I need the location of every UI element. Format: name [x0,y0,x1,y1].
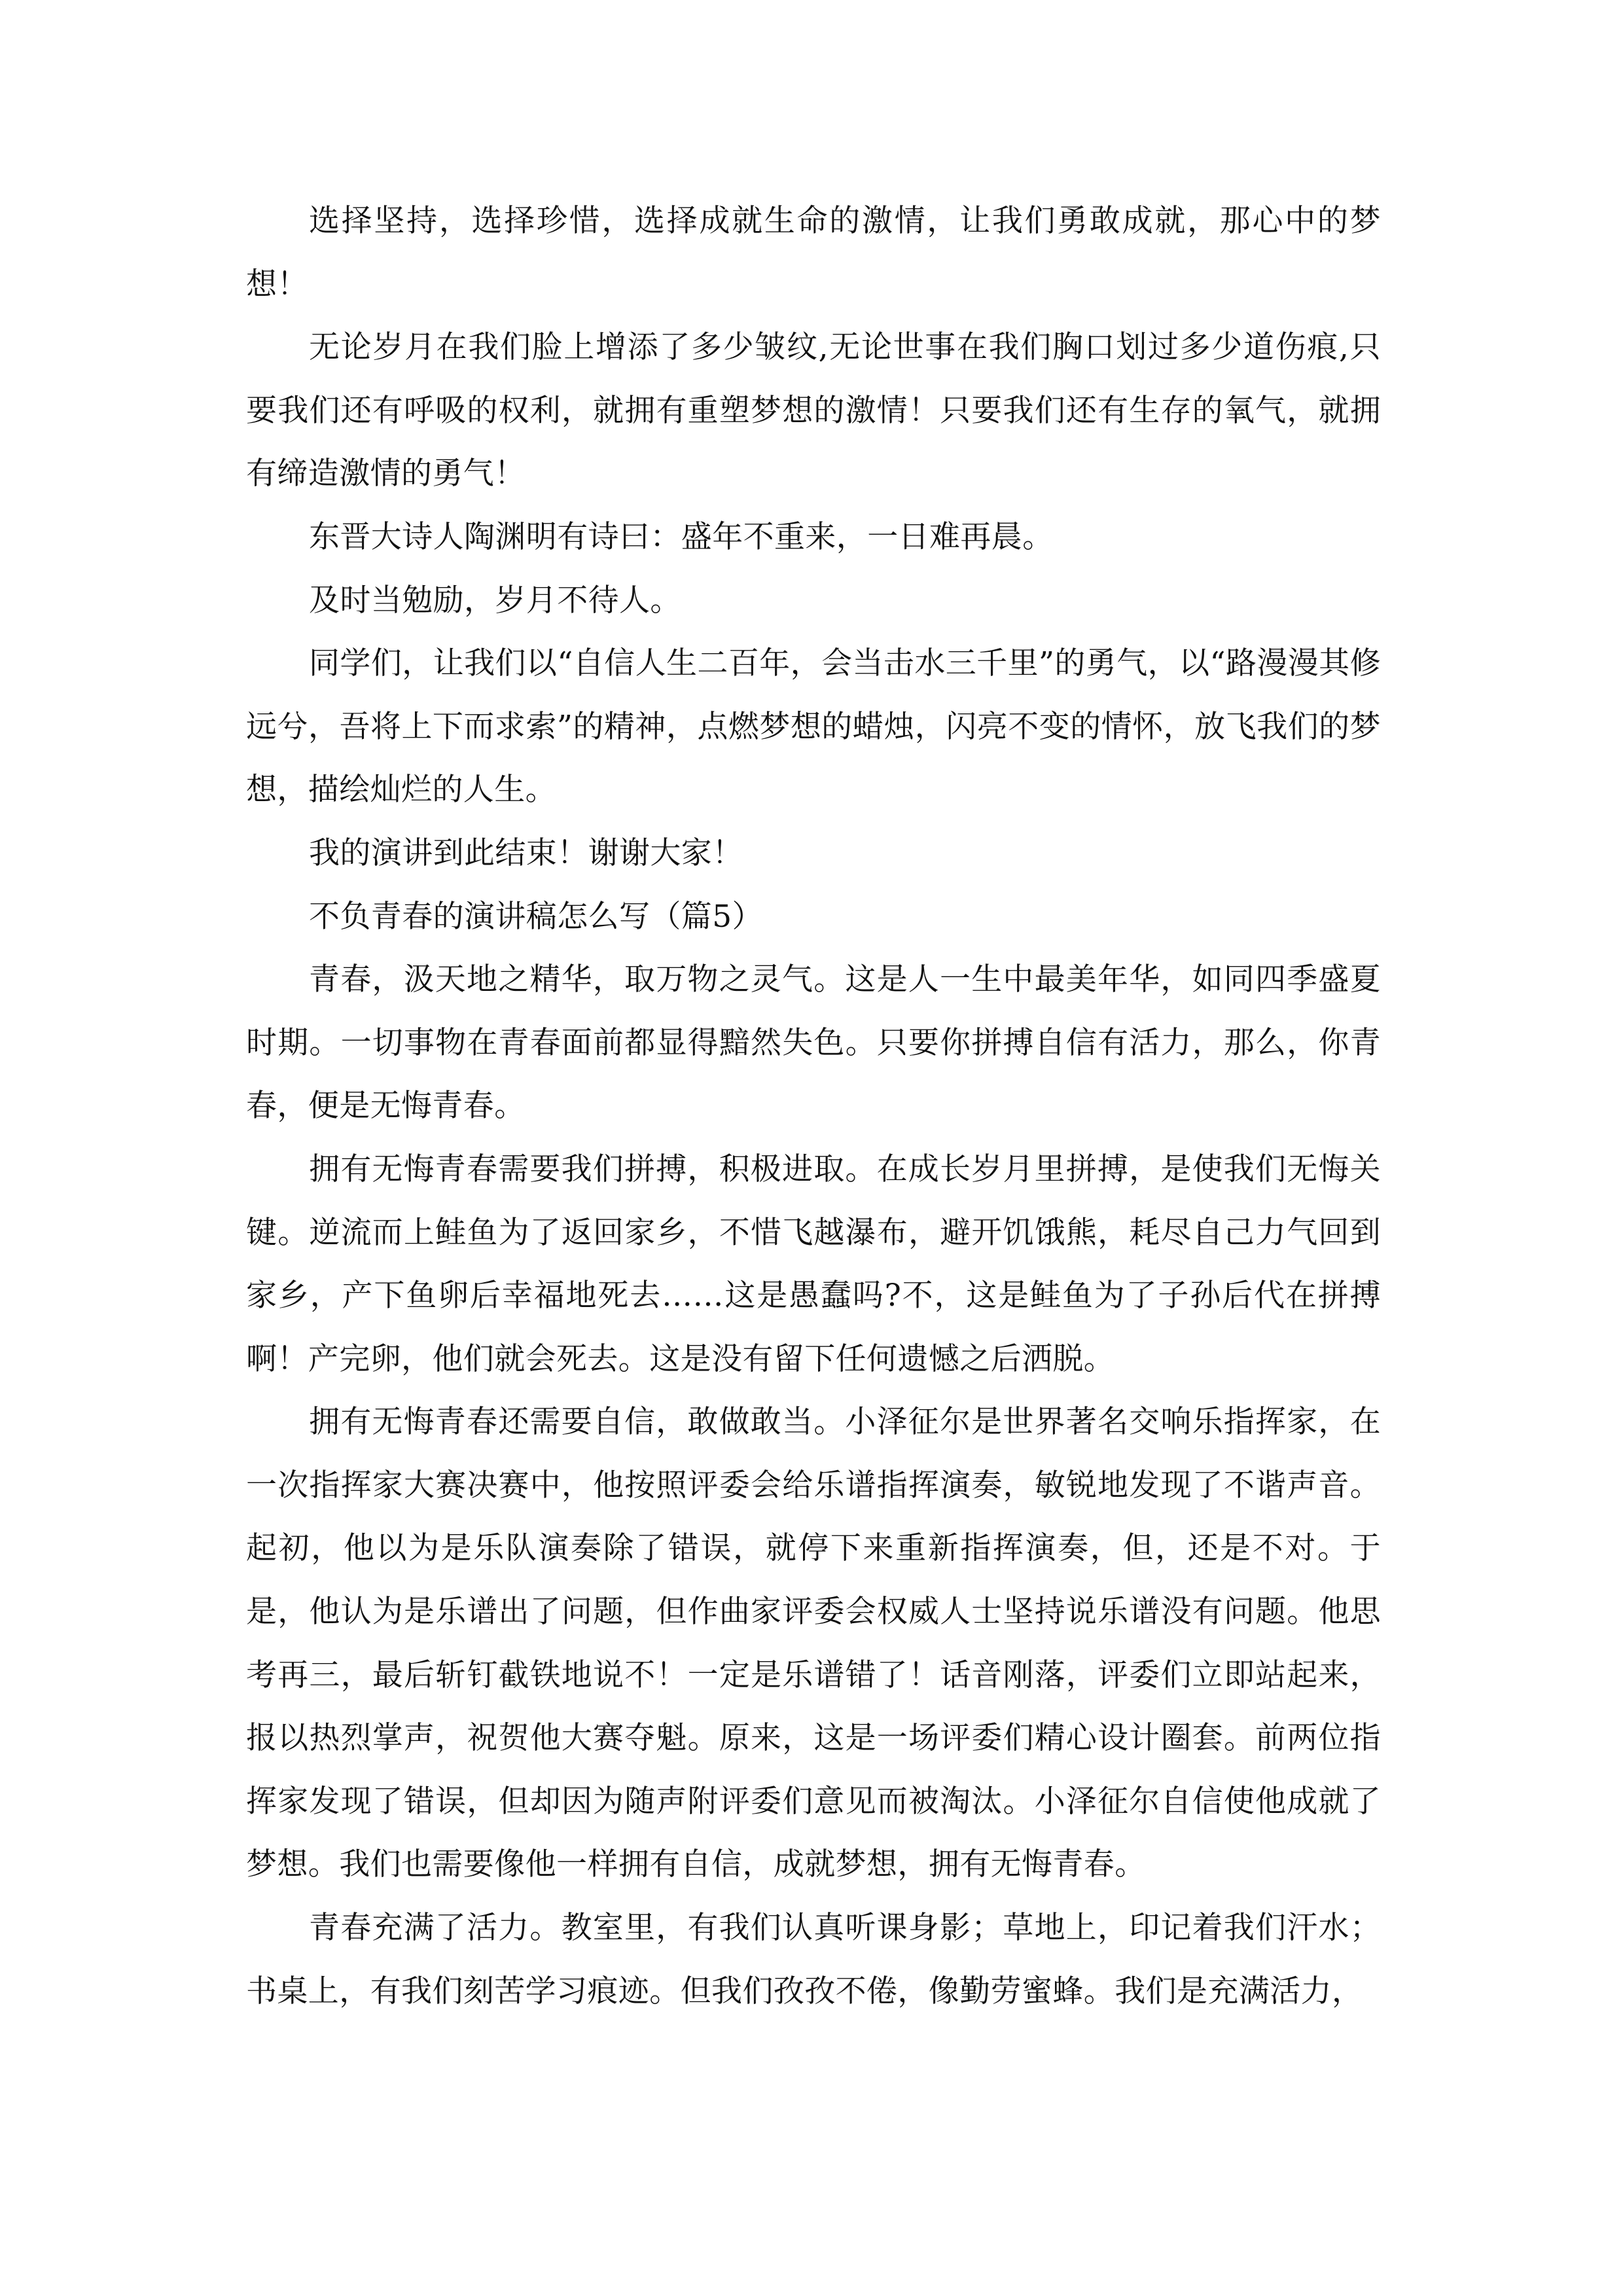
section-title: 不负青春的演讲稿怎么写（篇5） [309,898,763,935]
paragraph-closing: 我的演讲到此结束！谢谢大家！ [309,834,743,871]
paragraph-poem: 东晋大诗人陶渊明有诗曰：盛年不重来，一日难再晨。 [309,518,1054,555]
document-body [246,190,1381,2023]
paragraph-poem-line-2: 及时当勉励，岁月不待人。 [309,582,681,619]
paragraph-years: 无论岁月在我们脸上增添了多少皱纹,无论世事在我们胸口划过多少道伤痕,只要我们还有呼吸的权利，就拥有重塑梦想的激情！只要我们还有生存的氧气，就拥有缔造激情的勇气！ [246,329,1381,492]
paragraph-youth: 青春，汲天地之精华，取万物之灵气。这是人一生中最美年华，如同四季盛夏时期。一切事物在青春面前都显得黯然失色。只要你拼搏自信有活力，那么，你青春，便是无悔青春。 [246,961,1381,1124]
paragraph-persist: 选择坚持，选择珍惜，选择成就生命的激情，让我们勇敢成就，那心中的梦想！ [246,203,1381,302]
paragraph-classmates: 同学们，让我们以“自信人生二百年，会当击水三千里”的勇气，以“路漫漫其修远兮，吾将上下而求索”的精神，点燃梦想的蜡烛，闪亮不变的情怀，放飞我们的梦想，描绘灿烂的人生。 [246,645,1381,808]
paragraph-struggle: 拥有无悔青春需要我们拼搏，积极进取。在成长岁月里拼搏，是使我们无悔关键。逆流而上鲑鱼为了返回家乡，不惜飞越瀑布，避开饥饿熊，耗尽自己力气回到家乡，产下鱼卵后幸福地死去……这是愚蠢吗?不，这是鲑鱼为了子孙后代在拼搏啊！产完卵，他们就会死去。这是没有留下任何遗憾之后洒脱。 [246,1151,1381,1377]
paragraph-vitality: 青春充满了活力。教室里，有我们认真听课身影；草地上，印记着我们汗水；书桌上，有我们刻苦学习痕迹。但我们孜孜不倦，像勤劳蜜蜂。我们是充满活力， [246,1910,1381,2009]
paragraph-confidence: 拥有无悔青春还需要自信，敢做敢当。小泽征尔是世界著名交响乐指挥家，在一次指挥家大赛决赛中，他按照评委会给乐谱指挥演奏，敏锐地发现了不谐声音。起初，他以为是乐队演奏除了错误，就停下来重新指挥演奏，但，还是不对。于是，他认为是乐谱出了问题，但作曲家评委会权威人士坚持说乐谱没有问题。他思考再三，最后斩钉截铁地说不！一定是乐谱错了！话音刚落，评委们立即站起来，报以热烈掌声，祝贺他大赛夺魁。原来，这是一场评委们精心设计圈套。前两位指挥家发现了错误，但却因为随声附评委们意见而被淘汰。小泽征尔自信使他成就了梦想。我们也需要像他一样拥有自信，成就梦想，拥有无悔青春。 [246,1404,1381,1883]
